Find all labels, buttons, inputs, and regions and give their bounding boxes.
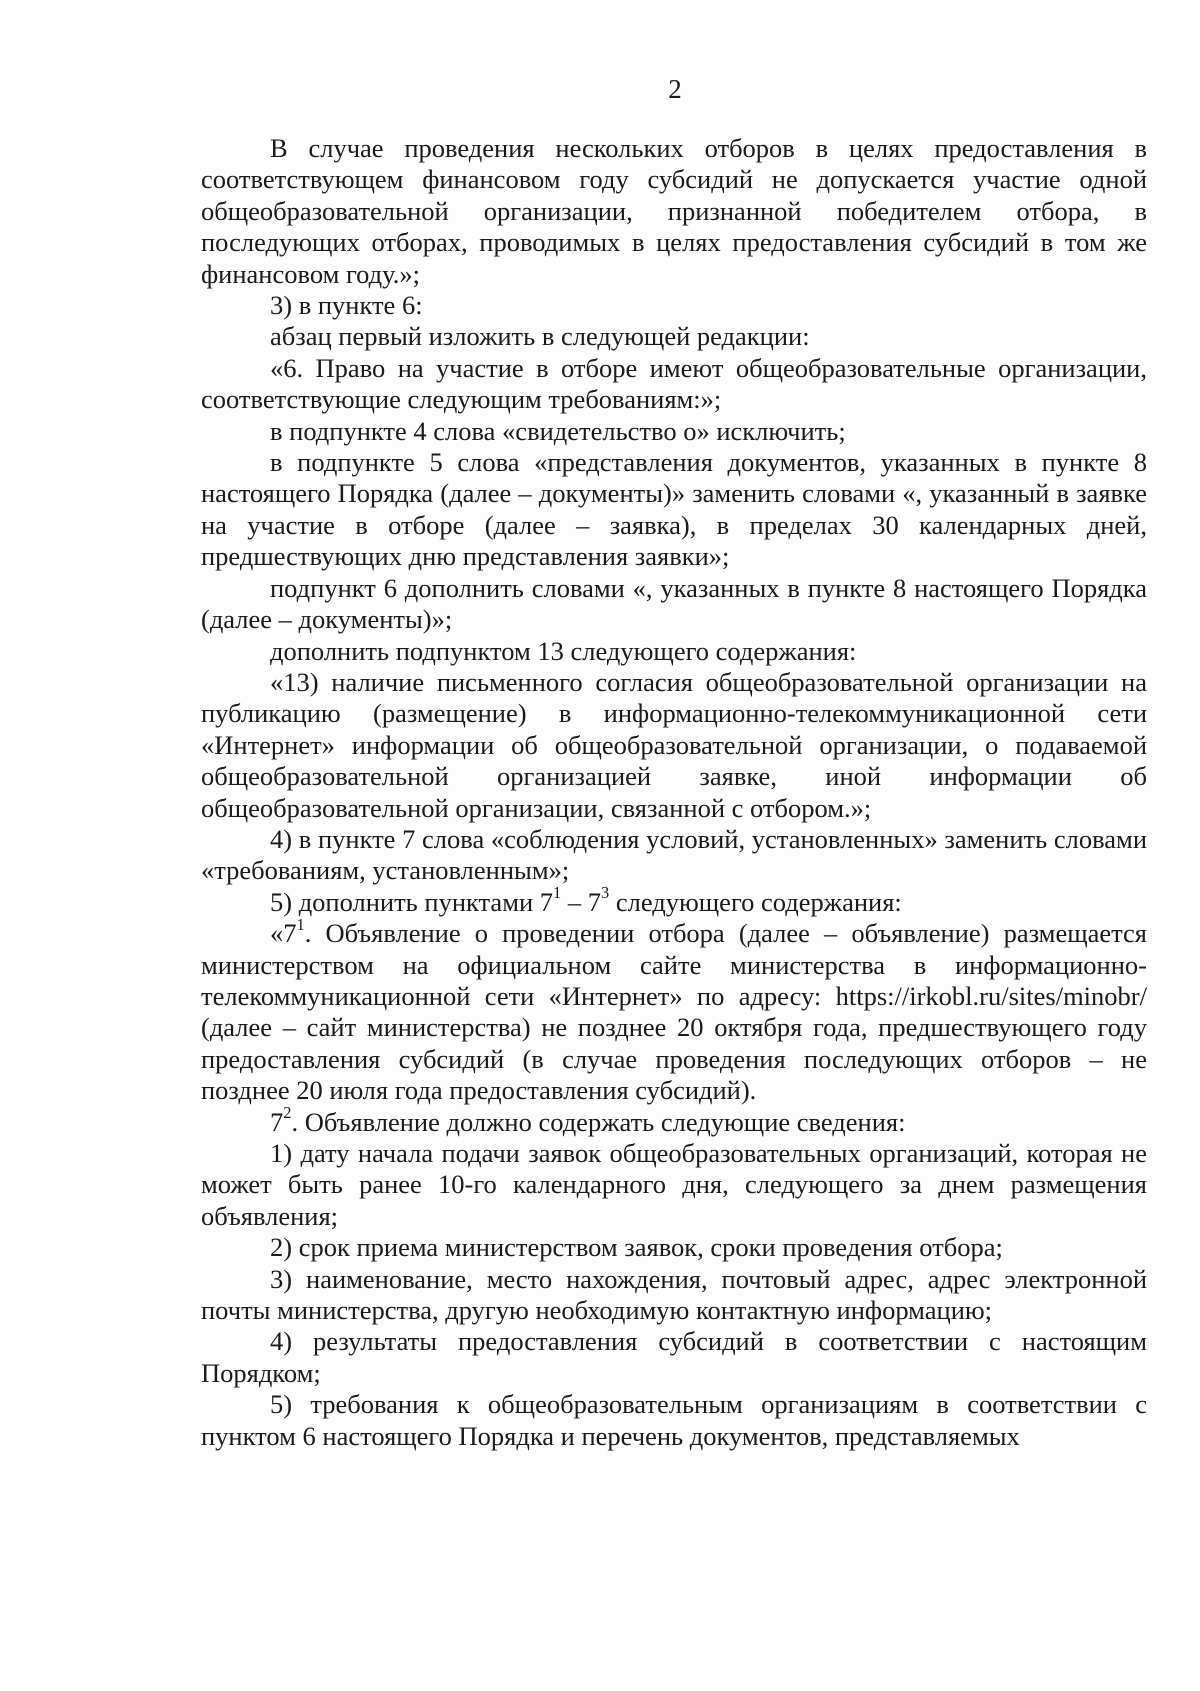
item-5-text-before: 5) дополнить пунктами 7 xyxy=(270,886,554,917)
point-7-2-text: . Объявление должно содержать следующие сведения: xyxy=(291,1106,906,1137)
item-5-text-middle: – 7 xyxy=(561,886,601,917)
paragraph-point-7-1 xyxy=(201,914,1147,1106)
item-5-text-after: следующего содержания: xyxy=(609,886,902,917)
paragraph-list-item-5: 5) требования к общеобразовательным организациям в соответствии с пунктом 6 настоящего Порядка и перечень документов, представляемых xyxy=(201,1389,1147,1451)
paragraph-item-4: 4) в пункте 7 слова «соблюдения условий, установленных» заменить словами «требованиям, установленным»; xyxy=(201,823,1147,886)
paragraph-point-6: «6. Право на участие в отборе имеют общеобразовательные организации, соответствующие следующим требованиям:»; xyxy=(201,352,1147,415)
point-7-2-number: 7 xyxy=(270,1106,284,1137)
paragraph-subitem-13: «13) наличие письменного согласия общеобразовательной организации на публикацию (размещение) в информационно-телекоммуникационной сети «Интернет» информации об общеобразовательной организации, о подаваемой общеобразовательной организацией заявке, иной информации об общеобразовательной организации, связанной с отбором.»; xyxy=(201,666,1147,823)
superscript-1: 1 xyxy=(296,914,305,934)
paragraph-add-subitem-13: дополнить подпунктом 13 следующего содержания: xyxy=(270,635,857,666)
paragraph-item-3: 3) в пункте 6: xyxy=(270,290,423,321)
paragraph-list-item-4: 4) результаты предоставления субсидий в соответствии с настоящим Порядком; xyxy=(201,1326,1147,1388)
superscript-3: 3 xyxy=(601,883,610,903)
document-body xyxy=(201,133,1147,1452)
page-number: 2 xyxy=(668,74,682,104)
paragraph-first-abzac: абзац первый изложить в следующей редакции: xyxy=(270,321,810,352)
point-7-1-number: «7 xyxy=(270,918,297,949)
paragraph-list-item-3: 3) наименование, место нахождения, почтовый адрес, адрес электронной почты министерства, другую необходимую контактную информацию; xyxy=(201,1263,1147,1326)
point-7-1-text: . Объявление о проведении отбора (далее – объявление) размещается министерством на официальном сайте министерства в информационно-телекоммуникационной сети «Интернет» по адресу: https://irkobl.ru/sites/minobr/ (далее – сайт министерства) не позднее 20 октября года, предшествующего году предоставления субсидий (в случае проведения последующих отборов – не позднее 20 июля года предоставления субсидий). xyxy=(201,918,1147,1106)
superscript-2: 2 xyxy=(283,1103,292,1123)
paragraph-subitem-4: в подпункте 4 слова «свидетельство о» исключить; xyxy=(270,415,846,446)
superscript-1: 1 xyxy=(553,883,562,903)
paragraph-subitem-6: подпункт 6 дополнить словами «, указанных в пункте 8 настоящего Порядка (далее – документы)»; xyxy=(201,572,1147,635)
paragraph-subitem-5: в подпункте 5 слова «представления документов, указанных в пункте 8 настоящего Порядка (далее – документы)» заменить словами «, указанный в заявке на участие в отборе (далее – заявка), в пределах 30 календарных дней, предшествующих дню представления заявки»; xyxy=(201,447,1147,572)
paragraph-competition-restriction: В случае проведения нескольких отборов в целях предоставления в соответствующем финансовом году субсидий не допускается участие одной общеобразовательной организации, признанной победителем отбора, в последующих отборах, проводимых в целях предоставления субсидий в том же финансовом году.»; xyxy=(201,133,1147,289)
paragraph-list-item-2: 2) срок приема министерством заявок, сроки проведения отбора; xyxy=(270,1232,1003,1263)
paragraph-list-item-1: 1) дату начала подачи заявок общеобразовательных организаций, которая не может быть ранее 10-го календарного дня, следующего за днем размещения объявления; xyxy=(201,1138,1147,1231)
paragraph-item-5 xyxy=(201,883,1147,918)
paragraph-point-7-2 xyxy=(201,1103,1147,1138)
